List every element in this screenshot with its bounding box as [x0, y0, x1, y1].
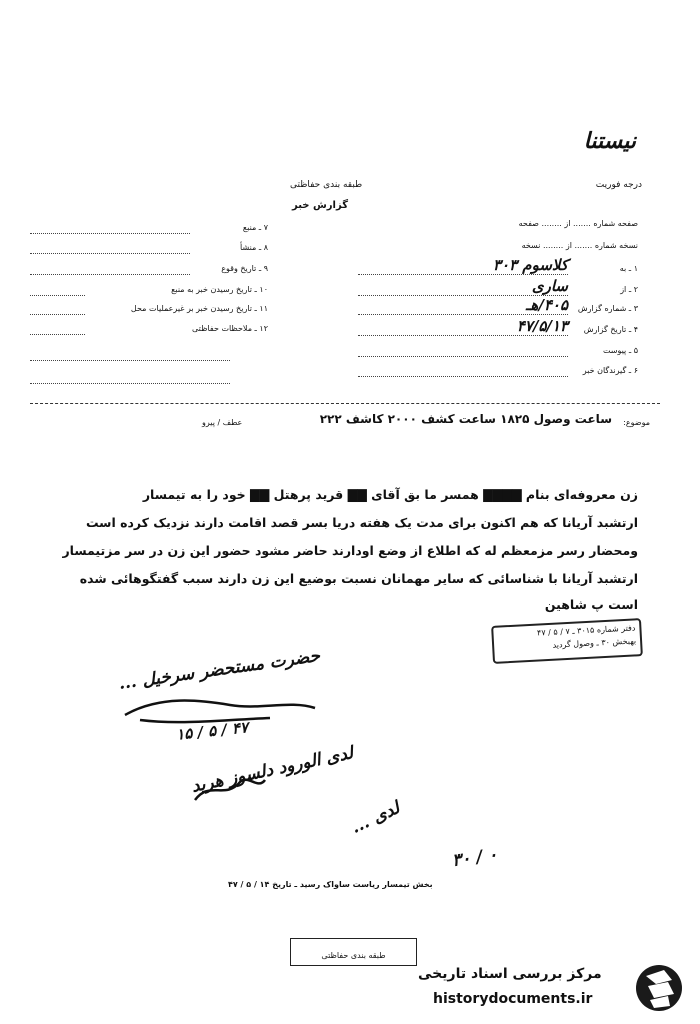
form-field-row: [30, 302, 268, 316]
handwritten-note: حضرت مستحضر سرخیل ...: [117, 645, 322, 695]
dotted-line: [358, 376, 568, 377]
form-field-label: ۹ ـ تاریخ وقوع: [221, 264, 268, 273]
dotted-line: [30, 314, 85, 315]
subject-ref: عطف / پیرو: [202, 418, 243, 427]
form-field-label: ۱۱ ـ تاریخ رسیدن خبر بر غیرعملیات محل: [130, 304, 268, 313]
separator-line: [30, 403, 660, 404]
watermark-title: مرکز بررسی اسناد تاریخی: [418, 966, 602, 982]
signature-scribble: [190, 770, 270, 810]
form-field-row: [348, 364, 638, 378]
dotted-line: [30, 334, 85, 335]
watermark-url: historydocuments.ir: [433, 991, 593, 1007]
dotted-line: [30, 295, 85, 296]
form-field-row: [348, 317, 638, 337]
handwritten-number: ۳۰ / ۰: [450, 844, 499, 872]
dotted-line: [358, 274, 568, 275]
page-number-line: صفحه شماره ....... از ........ صفحه: [518, 219, 638, 228]
classification-top: طبقه بندی حفاظتی: [290, 180, 363, 190]
form-field-value: ساری: [531, 277, 568, 295]
form-title: گزارش خبر: [292, 200, 349, 211]
subject-label: موضوع:: [623, 418, 650, 427]
form-field-label: ۲ ـ از: [620, 285, 638, 294]
form-field-label: ۷ ـ منبع: [242, 223, 268, 232]
form-field-label: ۱۲ ـ ملاحظات حفاظتی: [192, 324, 268, 333]
form-field-label: ۵ ـ پیوست: [602, 346, 638, 355]
form-field-row: [30, 283, 268, 297]
form-field-label: ۶ ـ گیرندگان خبر: [582, 366, 638, 375]
body-line: ومحضار رسر مزمعظم له که اطلاع از وضع اودارند حاضر مشود حضور این زن در سر مزتیمسار: [62, 543, 638, 558]
form-field-label: ۱ ـ به: [619, 264, 638, 273]
dotted-line: [30, 274, 190, 275]
form-field-row: [30, 262, 268, 276]
form-field-value: ۴۷/۵/۱۳: [516, 317, 568, 335]
form-field-value: ۴۰۵/هـ: [526, 296, 568, 314]
body-line: زن معروفه‌ای بنام ▇▇▇▇ همسر ما بق آقای ▇▇ قرید پرهتل ▇▇ خود را به تیمسار: [142, 487, 638, 502]
dotted-line: [358, 314, 568, 315]
form-field-row: [30, 322, 268, 336]
form-field-row: [30, 241, 268, 255]
classification-bottom: طبقه بندی حفاظتی: [321, 951, 386, 960]
form-field-row: [348, 344, 638, 358]
stamp-line: دفتر شماره ۳۰۱۵ ـ ۷ / ۵ / ۴۷: [536, 623, 636, 638]
handwritten-note: لدی الورود دلسوز هرید: [189, 743, 356, 797]
form-field-value: کلاسوم ۳۰۳: [492, 256, 568, 274]
classification-bottom-box: [290, 938, 417, 966]
body-line: است پ شاهین: [544, 597, 638, 612]
dotted-line: [30, 253, 190, 254]
form-field-label: ۱۰ ـ تاریخ رسیدن خبر به منبع: [171, 285, 268, 294]
dotted-line: [358, 356, 568, 357]
form-field-row: [30, 221, 268, 235]
form-field-label: ۴ ـ تاریخ گزارش: [583, 325, 638, 334]
body-line: ارتشبد آریانا با شناسائی که سایر مهمانان نسبت بوضیع این زن دارند سبب گفتگوهائی شده: [79, 571, 638, 586]
dotted-line: [30, 360, 230, 361]
body-line: ارتشبد آریانا که هم اکنون برای مدت یک هفته دریا بسر قصد اقامت دارند نزدیک کرده است: [85, 515, 638, 530]
form-field-row: [348, 296, 638, 316]
copy-number-line: نسخه شماره ....... از ........ نسخه: [521, 241, 638, 250]
form-field-row: [348, 277, 638, 297]
handwritten-date: ۱۵ / ۵ / ۴۷: [175, 718, 249, 744]
footer-note: بخش تیمسار ریاست ساواک رسید ـ تاریخ ۱۴ / ۵ / ۴۷: [228, 880, 433, 889]
handwritten-note: لدی ...: [348, 798, 403, 838]
dotted-line: [358, 335, 568, 336]
form-field-label: ۳ ـ شماره گزارش: [577, 304, 638, 313]
urgency-label: درجه فوریت: [595, 180, 642, 190]
receipt-stamp: [491, 618, 643, 664]
top-handwritten-mark: ﻧﯿﺴﺘﻨﺎ: [583, 128, 636, 154]
subject-text: ساعت وصول ۱۸۲۵ ساعت کشف ۲۰۰۰ کاشف ۲۲۲: [319, 412, 612, 426]
dotted-line: [30, 383, 230, 384]
form-field-row: [348, 256, 638, 276]
form-field-label: ۸ ـ منشأ: [240, 243, 268, 252]
watermark-logo-icon: [634, 962, 684, 1014]
stamp-line: بهبخش ۳۰ ـ وصول گردید: [552, 636, 637, 650]
dotted-line: [30, 233, 190, 234]
